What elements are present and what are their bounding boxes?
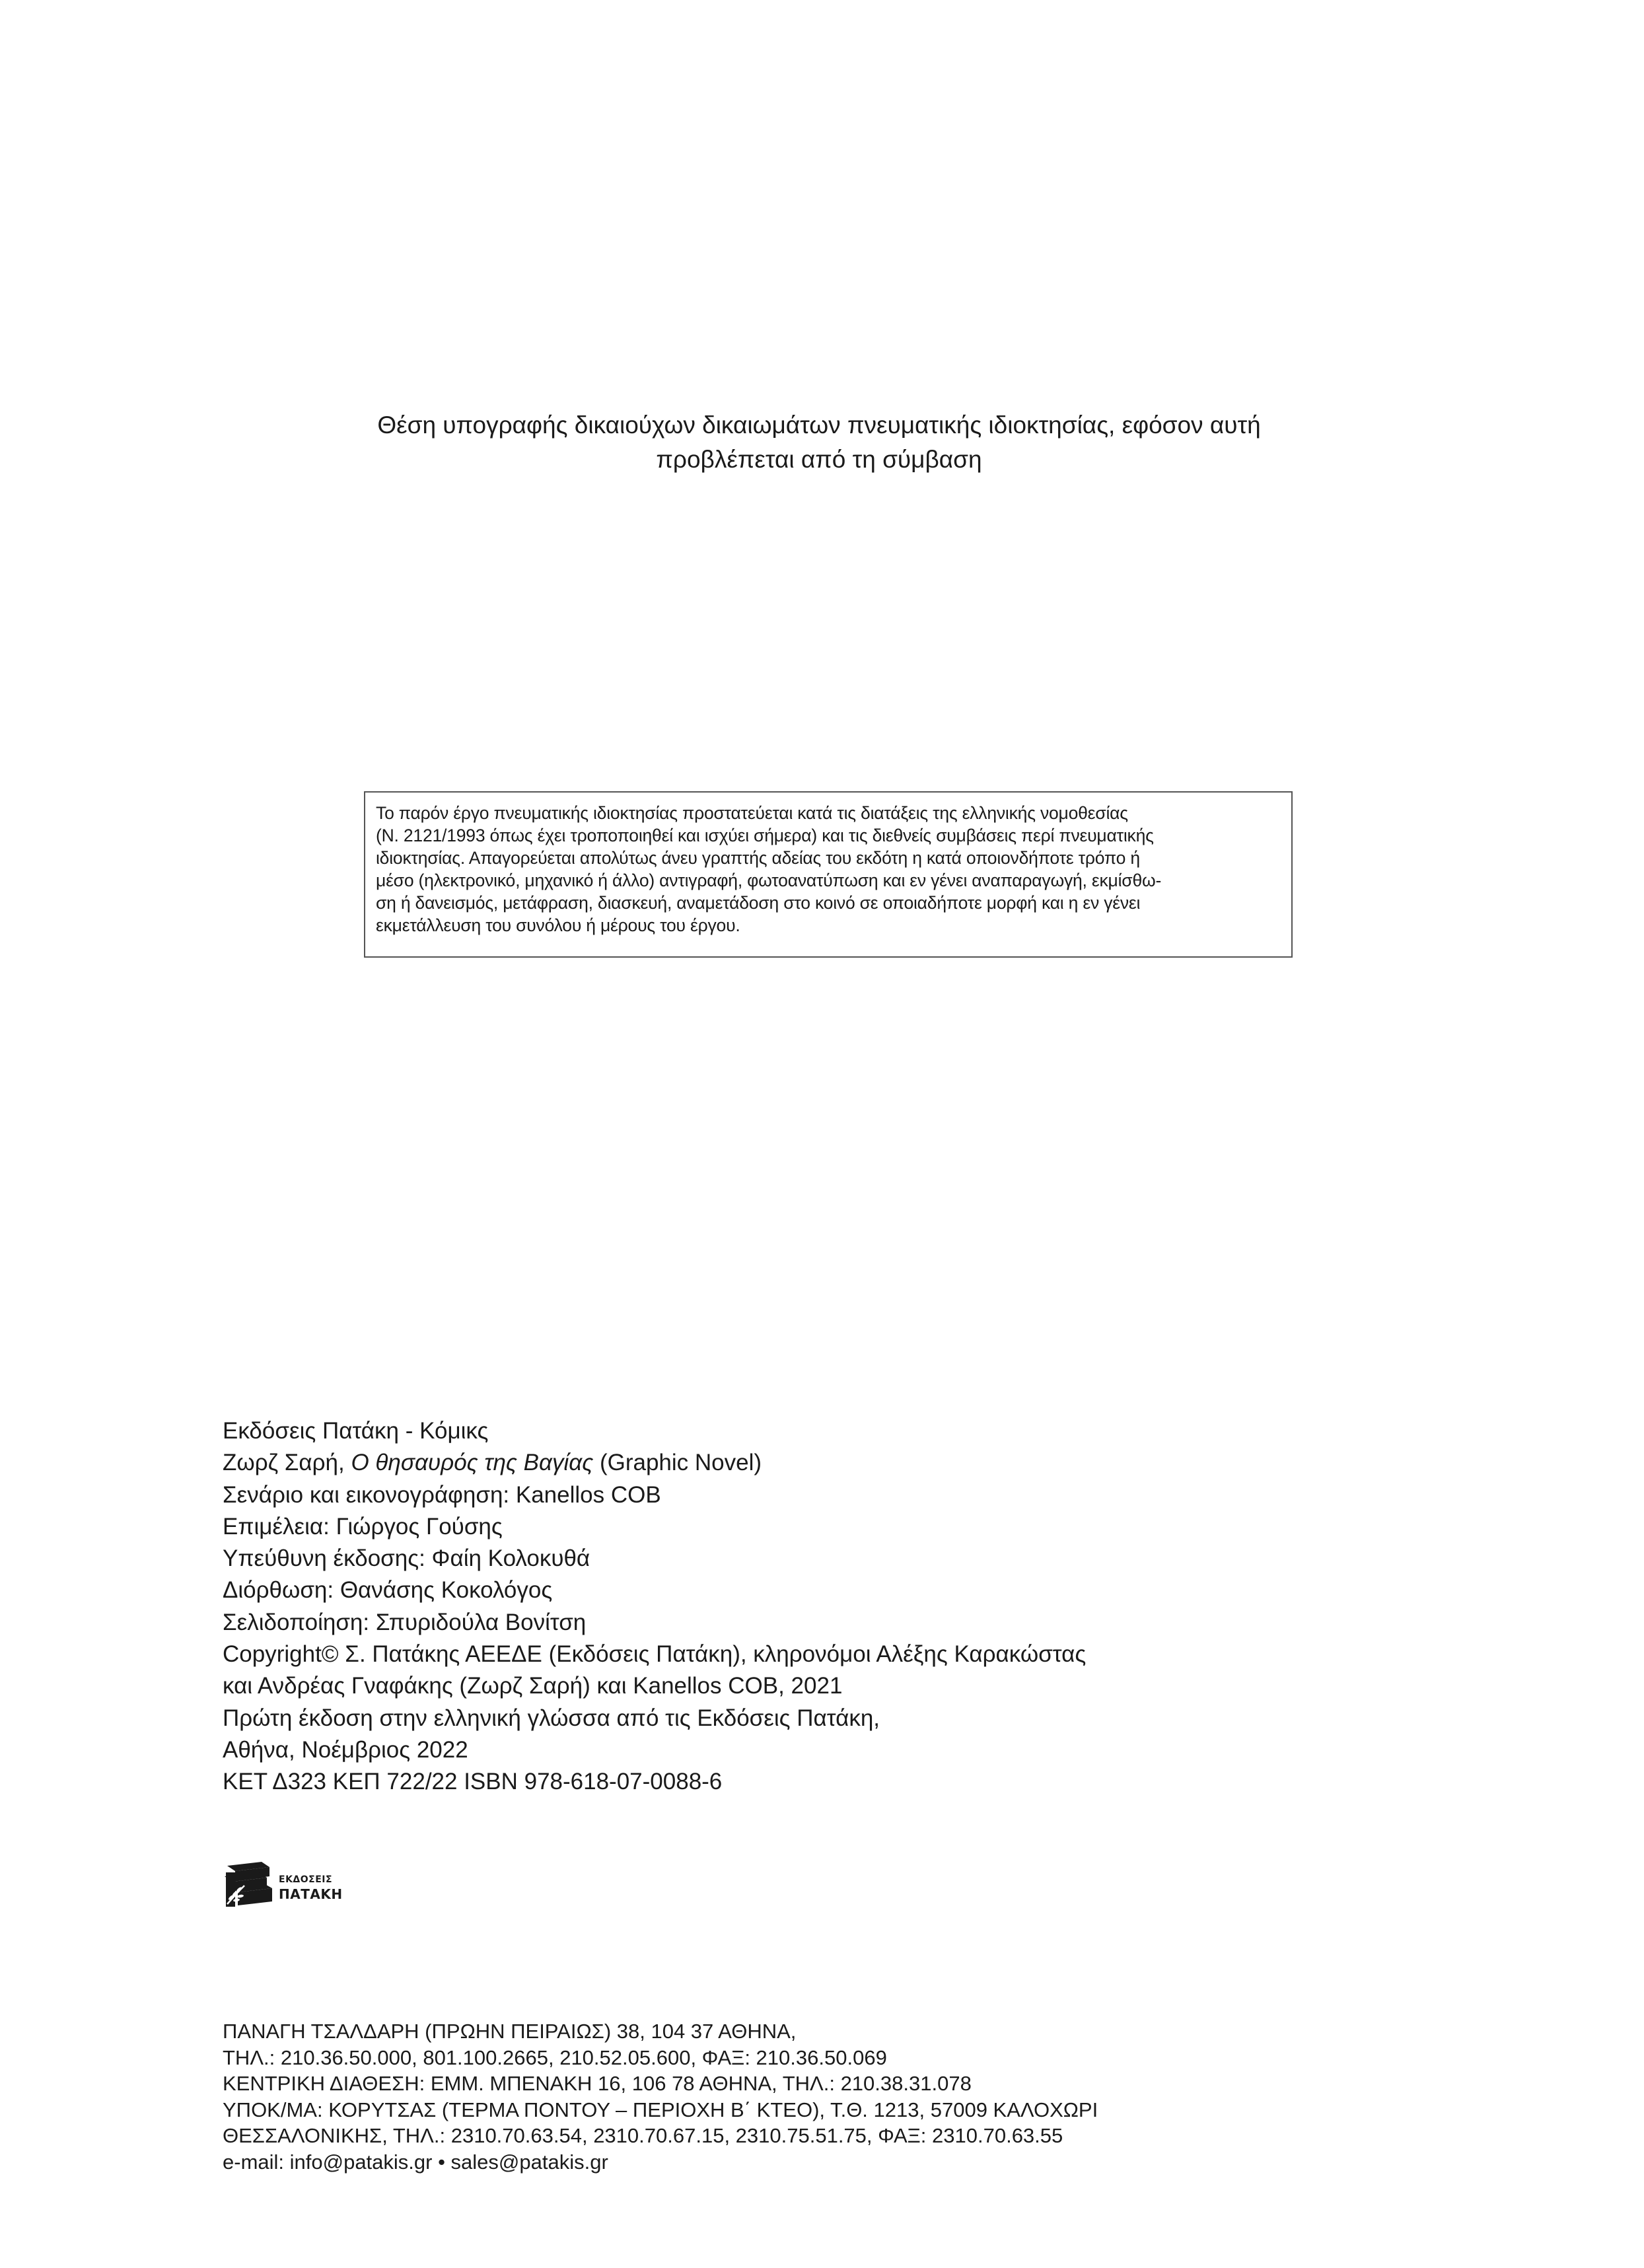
publisher-logo [222,1860,354,1913]
signature-note-line-1: Θέση υπογραφής δικαιούχων δικαιωμάτων πνευματικής ιδιοκτησίας, εφόσον αυτή [377,411,1261,439]
author-and-title [223,1447,1279,1479]
publisher-address-block [223,2018,1345,2175]
signature-note [291,408,1347,477]
script-illustration-credit: Σενάριο και εικονογράφηση: Kanellos COB [223,1481,661,1508]
patakis-books-logo-icon [222,1860,277,1913]
address-line: ΥΠΟΚ/ΜΑ: ΚΟΡΥΤΣΑΣ (ΤΕΡΜΑ ΠΟΝΤΟΥ – ΠΕΡΙΟΧΗ Β΄ ΚΤΕΟ), Τ.Θ. 1213, 57009 ΚΑΛΟΧΩΡΙ [223,2098,1098,2121]
signature-note-line-2: προβλέπεται από τη σύμβαση [656,446,982,473]
address-line: ΘΕΣΣΑΛΟΝΙΚΗΣ, ΤΗΛ.: 2310.70.63.54, 2310.70.67.15, 2310.75.51.75, ΦΑΞ: 2310.70.63.55 [223,2124,1063,2147]
layout-credit: Σελιδοποίηση: Σπυριδούλα Βονίτση [223,1609,587,1635]
author-name: Ζωρζ Σαρή, [223,1450,351,1476]
series-name: Εκδόσεις Πατάκη - Κόμικς [223,1418,489,1444]
address-line: ΠΑΝΑΓΗ ΤΣΑΛΔΑΡΗ (ΠΡΩΗΝ ΠΕΙΡΑΙΩΣ) 38, 104 37 ΑΘΗΝΑ, [223,2020,797,2043]
copyright-notice-box [364,791,1293,958]
copyright-notice-line: μέσο (ηλεκτρονικό, μηχανικό ή άλλο) αντιγραφή, φωτοανατύπωση και εν γένει αναπαραγωγή, εκμίσθω- [376,870,1162,890]
book-format: (Graphic Novel) [593,1450,762,1476]
copyright-notice-line: ση ή δανεισμός, μετάφραση, διασκευή, αναμετάδοση στο κοινό σε οποιαδήποτε μορφή και η εν γένει [376,893,1141,913]
copyright-notice-line: εκμετάλλευση του συνόλου ή μέρους του έργου. [376,915,740,935]
contact-emails: e-mail: info@patakis.gr • sales@patakis.gr [223,2150,608,2174]
first-edition-line: Αθήνα, Νοέμβριος 2022 [223,1736,468,1763]
publication-manager-credit: Υπεύθυνη έκδοσης: Φαίη Κολοκυθά [223,1545,590,1572]
logo-line-2: ΠΑΤΑΚΗ [279,1886,343,1902]
copyright-notice-line: Το παρόν έργο πνευματικής ιδιοκτησίας προστατεύεται κατά τις διατάξεις της ελληνικής νομοθεσίας [376,803,1128,823]
logo-wordmark [279,1872,343,1901]
editing-credit: Επιμέλεια: Γιώργος Γούσης [223,1513,503,1540]
copyright-line: και Ανδρέας Γναφάκης (Ζωρζ Σαρή) και Kanellos COB, 2021 [223,1673,843,1699]
address-line: ΚΕΝΤΡΙΚΗ ΔΙΑΘΕΣΗ: ΕΜΜ. ΜΠΕΝΑΚΗ 16, 106 78 ΑΘΗΝΑ, ΤΗΛ.: 210.38.31.078 [223,2072,972,2095]
copyright-notice-line: (Ν. 2121/1993 όπως έχει τροποποιηθεί και ισχύει σήμερα) και τις διεθνείς συμβάσεις περί πνευματικής [376,826,1154,845]
catalog-codes: ΚΕΤ Δ323 ΚΕΠ 722/22 ISBN 978-618-07-0088-6 [223,1769,723,1795]
copyright-line: Copyright© Σ. Πατάκης ΑΕΕΔΕ (Εκδόσεις Πατάκη), κληρονόμοι Αλέξης Καρακώστας [223,1641,1087,1668]
address-line: ΤΗΛ.: 210.36.50.000, 801.100.2665, 210.52.05.600, ΦΑΞ: 210.36.50.069 [223,2045,887,2069]
first-edition-line: Πρώτη έκδοση στην ελληνική γλώσσα από τις Εκδόσεις Πατάκη, [223,1705,880,1731]
copyright-notice-line: ιδιοκτησίας. Απαγορεύεται απολύτως άνευ γραπτής αδείας του εκδότη η κατά οποιονδήποτε τρόπο ή [376,848,1140,868]
book-title: Ο θησαυρός της Βαγίας [351,1450,594,1476]
proofreading-credit: Διόρθωση: Θανάσης Κοκολόγος [223,1577,553,1604]
credits-block [223,1415,1279,1798]
logo-line-1: ΕΚΔΟΣΕΙΣ [279,1874,333,1885]
